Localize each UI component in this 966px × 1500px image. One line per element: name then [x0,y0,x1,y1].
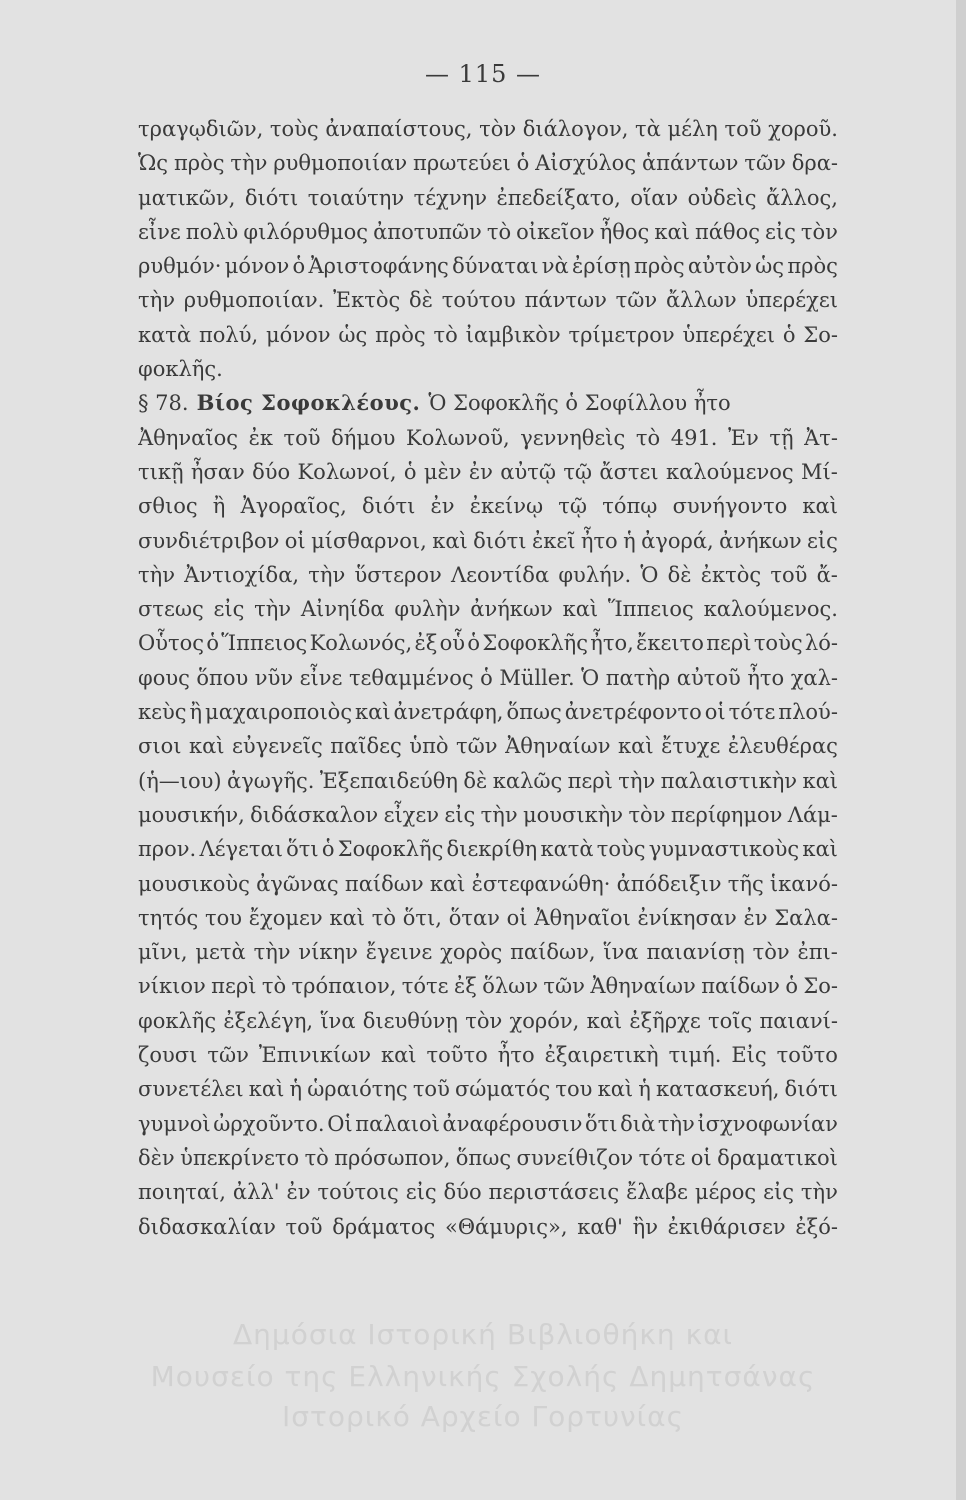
text-line: στεως εἰς τὴν Αἰνηίδα φυλὴν ἀνήκων καὶ Ἵππειος καλούμενος. [138,597,838,622]
text-line: σθιος ἢ Ἀγοραῖος, διότι ἐν ἐκείνῳ τῷ τόπῳ συνήγοντο καὶ [138,494,838,519]
text-line: Ὡς πρὸς τὴν ρυθμοποιίαν πρωτεύει ὁ Αἰσχύλος ἁπάντων τῶν δρα- [138,151,838,176]
text-line: μουσικήν, διδάσκαλον εἶχεν εἰς τὴν μουσικὴν τὸν περίφημον Λάμ- [138,802,838,827]
text-line: φοκλῆς ἐξελέγη, ἵνα διευθύνῃ τὸν χορόν, καὶ ἐξῆρχε τοῖς παιανί- [138,1008,838,1033]
text-line: ζουσι τῶν Ἐπινικίων καὶ τοῦτο ἦτο ἐξαιρετικὴ τιμή. Εἰς τοῦτο [138,1043,838,1068]
text-line: προν. Λέγεται ὅτι ὁ Σοφοκλῆς διεκρίθη κατὰ τοὺς γυμναστικοὺς καὶ [138,837,838,862]
text-line: δὲν ὑπεκρίνετο τὸ πρόσωπον, ὅπως συνείθιζον τότε οἱ δραματικοὶ [138,1145,838,1170]
text-line: γυμνοὶ ὠρχοῦντο. Οἱ παλαιοὶ ἀναφέρουσιν ὅτι διὰ τὴν ἰσχνοφωνίαν [138,1111,838,1136]
page-edge [956,0,966,1500]
watermark-line: Δημόσια Ιστορική Βιβλιοθήκη και [233,1318,733,1351]
text-line: φοκλῆς. [138,357,223,382]
text-line: σιοι καὶ εὐγενεῖς παῖδες ὑπὸ τῶν Ἀθηναίων καὶ ἔτυχε ἐλευθέρας [138,734,838,759]
watermark-line: Μουσείο της Ελληνικής Σχολής Δημητσάνας [150,1360,816,1393]
section-first-line: Ὁ Σοφοκλῆς ὁ Σοφίλλου ἦτο [428,391,731,416]
watermark-line: Ιστορικό Αρχείο Γορτυνίας [281,1400,685,1433]
text-line: εἶνε πολὺ φιλόρυθμος ἀποτυπῶν τὸ οἰκεῖον ἦθος καὶ πάθος εἰς τὸν [138,219,838,244]
text-line: ματικῶν, διότι τοιαύτην τέχνην ἐπεδείξατο, οἵαν οὐδεὶς ἄλλος, [138,185,838,210]
text-line: φους ὅπου νῦν εἶνε τεθαμμένος ὁ Müller. Ὁ πατὴρ αὐτοῦ ἦτο χαλ- [138,665,838,690]
text-line: συνετέλει καὶ ἡ ὡραιότης τοῦ σώματός του καὶ ἡ κατασκευή, διότι [138,1077,838,1102]
text-line: ποιηταί, ἀλλ' ἐν τούτοις εἰς δύο περιστάσεις ἔλαβε μέρος εἰς τὴν [138,1180,838,1205]
text-line: (ἡ—ιου) ἀγωγῆς. Ἐξεπαιδεύθη δὲ καλῶς περὶ τὴν παλαιστικὴν καὶ [138,768,838,793]
text-line: νίκιον περὶ τὸ τρόπαιον, τότε ἐξ ὅλων τῶν Ἀθηναίων παίδων ὁ Σο- [138,974,838,999]
text-line: Ἀθηναῖος ἐκ τοῦ δήμου Κολωνοῦ, γεννηθεὶς τὸ 491. Ἐν τῇ Ἀτ- [138,425,838,450]
text-line: μουσικοὺς ἀγῶνας παίδων καὶ ἐστεφανώθη· ἀπόδειξιν τῆς ἱκανό- [138,871,838,896]
text-line: τραγῳδιῶν, τοὺς ἀναπαίστους, τὸν διάλογον, τὰ μέλη τοῦ χοροῦ. [138,117,838,141]
text-line: διδασκαλίαν τοῦ δράματος «Θάμυρις», καθ' ἣν ἐκιθάρισεν ἐξό- [138,1214,838,1239]
section-heading-line [138,386,838,420]
text-line: τητός του ἔχομεν καὶ τὸ ὅτι, ὅταν οἱ Ἀθηναῖοι ἐνίκησαν ἐν Σαλα- [138,905,838,930]
text-line: ρυθμόν· μόνον ὁ Ἀριστοφάνης δύναται νὰ ἐρίσῃ πρὸς αὐτὸν ὡς πρὸς [138,254,838,279]
text-line: μῖνι, μετὰ τὴν νίκην ἔγεινε χορὸς παίδων, ἵνα παιανίσῃ τὸν ἐπι- [138,940,838,965]
text-line: κατὰ πολύ, μόνον ὡς πρὸς τὸ ἰαμβικὸν τρίμετρον ὑπερέχει ὁ Σο- [138,322,838,347]
text-line: τὴν ρυθμοποιίαν. Ἐκτὸς δὲ τούτου πάντων τῶν ἄλλων ὑπερέχει [138,288,838,313]
body-text [138,112,838,1244]
text-line: Οὗτος ὁ Ἵππειος Κολωνός, ἐξ οὗ ὁ Σοφοκλῆς ἦτο, ἔκειτο περὶ τοὺς λό- [138,631,838,656]
section-title: Βίος Σοφοκλέους. [196,390,421,416]
page-number: — 115 — [424,60,542,88]
section-number: § 78. [138,391,189,416]
text-line: τικῇ ἦσαν δύο Κολωνοί, ὁ μὲν ἐν αὐτῷ τῷ ἄστει καλούμενος Μί- [138,459,838,484]
text-line: συνδιέτριβον οἱ μίσθαρνοι, καὶ διότι ἐκεῖ ἦτο ἡ ἀγορά, ἀνήκων εἰς [138,528,838,553]
text-line: τὴν Ἀντιοχίδα, τὴν ὕστερον Λεοντίδα φυλήν. Ὁ δὲ ἐκτὸς τοῦ ἄ- [138,562,838,587]
text-line: κεὺς ἢ μαχαιροποιὸς καὶ ἀνετράφη, ὅπως ἀνετρέφοντο οἱ τότε πλού- [138,700,838,725]
